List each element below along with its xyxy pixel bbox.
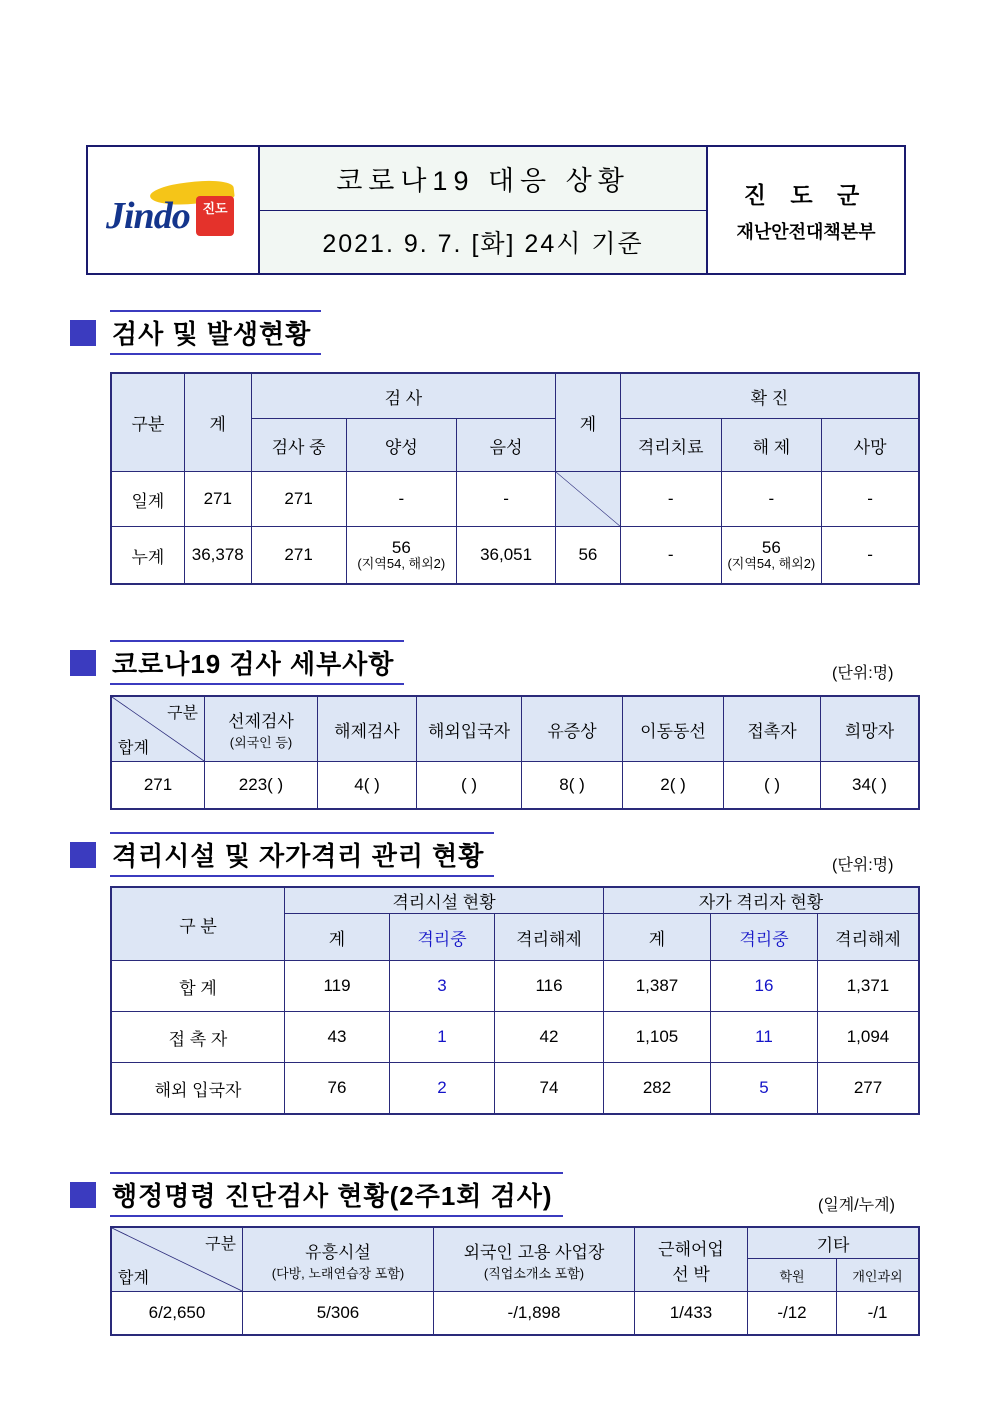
th-entertainment-sub: (다방, 노래연습장 포함) bbox=[271, 1265, 405, 1281]
table-admin-order-tests bbox=[110, 1226, 920, 1336]
td-foreign-workplace: -/1,898 bbox=[434, 1292, 635, 1336]
org-sub: 재난안전대책본부 bbox=[736, 221, 876, 242]
th-etc-group: 기타 bbox=[748, 1227, 920, 1259]
th-overseas-entrant: 해외입국자 bbox=[417, 696, 522, 762]
row-daily-positive: - bbox=[346, 472, 457, 527]
th-confirm-group: 확 진 bbox=[620, 373, 919, 419]
th-preemptive-test bbox=[205, 696, 318, 762]
th-foreign-sub: (직업소개소 포함) bbox=[483, 1265, 585, 1281]
row-total-facility-released: 116 bbox=[495, 961, 604, 1012]
table-row bbox=[111, 1227, 919, 1259]
bullet-square-icon bbox=[70, 1182, 96, 1208]
th-testing: 검사 중 bbox=[251, 419, 346, 472]
td-movement: 2( ) bbox=[623, 762, 724, 810]
row-daily-negative: - bbox=[457, 472, 556, 527]
th-total-2: 계 bbox=[556, 373, 621, 472]
row-daily-total2-diagonal bbox=[556, 472, 621, 527]
row-total-label: 합 계 bbox=[111, 961, 285, 1012]
table-row bbox=[111, 1012, 919, 1063]
th-isolation-care: 격리치료 bbox=[620, 419, 721, 472]
row-overseas-label: 해외 입국자 bbox=[111, 1063, 285, 1115]
th-test-group: 검 사 bbox=[251, 373, 555, 419]
th-facility-active: 격리중 bbox=[390, 914, 495, 961]
th-facility-group: 격리시설 현황 bbox=[285, 887, 604, 914]
th-fishery-vessel bbox=[635, 1227, 748, 1292]
logo-badge-text: 진도 bbox=[202, 201, 228, 216]
th-foreign-main: 외국인 고용 사업장 bbox=[463, 1242, 605, 1262]
table-row bbox=[111, 472, 919, 527]
td-overseas: ( ) bbox=[417, 762, 522, 810]
th-symptomatic: 유증상 bbox=[522, 696, 623, 762]
th-private-tutoring: 개인과외 bbox=[837, 1259, 920, 1292]
row-daily-testing: 271 bbox=[251, 472, 346, 527]
bullet-square-icon bbox=[70, 842, 96, 868]
positive-main: 56 bbox=[391, 537, 411, 557]
row-total-facility-total: 119 bbox=[285, 961, 390, 1012]
logo-wordmark: Jindo bbox=[106, 195, 190, 237]
row-cumulative-total2: 56 bbox=[556, 527, 621, 585]
corner-bottom-label: 합계 bbox=[118, 740, 149, 757]
td-entertainment: 5/306 bbox=[243, 1292, 434, 1336]
row-cumulative-total1: 36,378 bbox=[184, 527, 251, 585]
table-row bbox=[111, 373, 919, 419]
corner-top-label: 구분 bbox=[205, 1236, 236, 1253]
row-contact-facility-total: 43 bbox=[285, 1012, 390, 1063]
row-total-home-total: 1,387 bbox=[604, 961, 711, 1012]
section-heading-1 bbox=[70, 310, 321, 355]
section-2-title: 코로나19 검사 세부사항 bbox=[110, 640, 404, 685]
section-3-title: 격리시설 및 자가격리 관리 현황 bbox=[110, 832, 494, 877]
section-3-unit: (단위:명) bbox=[832, 857, 894, 874]
th-released: 해 제 bbox=[721, 419, 822, 472]
table-row bbox=[111, 527, 919, 585]
row-contact-home-total: 1,105 bbox=[604, 1012, 711, 1063]
row-daily-total1: 271 bbox=[184, 472, 251, 527]
row-daily-label: 일계 bbox=[111, 472, 184, 527]
section-1-title: 검사 및 발생현황 bbox=[110, 310, 321, 355]
th-contact: 접촉자 bbox=[724, 696, 821, 762]
row-overseas-home-released: 277 bbox=[818, 1063, 920, 1115]
bullet-square-icon bbox=[70, 320, 96, 346]
th-entertainment bbox=[243, 1227, 434, 1292]
released-sub: (지역54, 해외2) bbox=[727, 556, 816, 572]
row-cumulative-negative: 36,051 bbox=[457, 527, 556, 585]
th-academy: 학원 bbox=[748, 1259, 837, 1292]
td-private-tutoring: -/1 bbox=[837, 1292, 920, 1336]
td-academy: -/12 bbox=[748, 1292, 837, 1336]
document-date: 2021. 9. 7. [화] 24시 기준 bbox=[322, 229, 644, 258]
th-foreign-workplace bbox=[434, 1227, 635, 1292]
released-main: 56 bbox=[761, 537, 781, 557]
th-death: 사망 bbox=[822, 419, 919, 472]
th-facility-total: 계 bbox=[285, 914, 390, 961]
table-row bbox=[111, 696, 919, 762]
row-overseas-facility-total: 76 bbox=[285, 1063, 390, 1115]
row-contact-home-released: 1,094 bbox=[818, 1012, 920, 1063]
header-center bbox=[260, 147, 708, 273]
th-fishery-main: 근해어업 bbox=[658, 1239, 724, 1259]
th-release-test: 해제검사 bbox=[318, 696, 417, 762]
td-total: 271 bbox=[111, 762, 205, 810]
td-symptomatic: 8( ) bbox=[522, 762, 623, 810]
table-row bbox=[111, 961, 919, 1012]
table-row bbox=[111, 1063, 919, 1115]
row-cumulative-label: 누계 bbox=[111, 527, 184, 585]
table-row bbox=[111, 1292, 919, 1336]
header-org bbox=[708, 147, 904, 273]
row-overseas-facility-released: 74 bbox=[495, 1063, 604, 1115]
positive-sub: (지역54, 해외2) bbox=[357, 556, 446, 572]
table-row bbox=[111, 887, 919, 914]
row-total-home-released: 1,371 bbox=[818, 961, 920, 1012]
td-contact: ( ) bbox=[724, 762, 821, 810]
th-voluntary: 희망자 bbox=[821, 696, 920, 762]
table-row bbox=[111, 762, 919, 810]
th-home-total: 계 bbox=[604, 914, 711, 961]
td-release-test: 4( ) bbox=[318, 762, 417, 810]
th-home-group: 자가 격리자 현황 bbox=[604, 887, 920, 914]
row-contact-home-active: 11 bbox=[711, 1012, 818, 1063]
th-corner-diagonal bbox=[111, 696, 205, 762]
row-cumulative-isolation: - bbox=[620, 527, 721, 585]
th-entertainment-main: 유흥시설 bbox=[305, 1242, 371, 1262]
section-heading-3 bbox=[70, 832, 494, 877]
th-total-1: 계 bbox=[184, 373, 251, 472]
th-gubun: 구분 bbox=[111, 373, 184, 472]
th-corner-diagonal bbox=[111, 1227, 243, 1292]
document-header bbox=[86, 145, 906, 275]
th-home-released: 격리해제 bbox=[818, 914, 920, 961]
row-overseas-facility-active: 2 bbox=[390, 1063, 495, 1115]
section-heading-4 bbox=[70, 1172, 563, 1217]
row-daily-released: - bbox=[721, 472, 822, 527]
row-contact-label: 접 촉 자 bbox=[111, 1012, 285, 1063]
section-4-unit: (일계/누계) bbox=[818, 1197, 895, 1214]
th-facility-released: 격리해제 bbox=[495, 914, 604, 961]
table-test-status bbox=[110, 372, 920, 585]
th-gubun: 구 분 bbox=[111, 887, 285, 961]
th-fishery-sub: 선 박 bbox=[672, 1264, 710, 1284]
row-cumulative-positive bbox=[346, 527, 457, 585]
row-overseas-home-total: 282 bbox=[604, 1063, 711, 1115]
th-preemptive-sub: (외국인 등) bbox=[229, 735, 293, 750]
row-daily-death: - bbox=[822, 472, 919, 527]
table-quarantine-status bbox=[110, 886, 920, 1115]
td-fishery: 1/433 bbox=[635, 1292, 748, 1336]
corner-bottom-label: 합계 bbox=[118, 1270, 149, 1287]
th-home-active: 격리중 bbox=[711, 914, 818, 961]
section-heading-2 bbox=[70, 640, 404, 685]
row-contact-facility-active: 1 bbox=[390, 1012, 495, 1063]
th-negative: 음성 bbox=[457, 419, 556, 472]
bullet-square-icon bbox=[70, 650, 96, 676]
org-name: 진 도 군 bbox=[743, 181, 869, 208]
corner-top-label: 구분 bbox=[167, 705, 198, 722]
td-preemptive: 223( ) bbox=[205, 762, 318, 810]
document-title: 코로나19 대응 상황 bbox=[260, 147, 706, 211]
row-overseas-home-active: 5 bbox=[711, 1063, 818, 1115]
td-voluntary: 34( ) bbox=[821, 762, 920, 810]
table-test-details bbox=[110, 695, 920, 810]
row-daily-isolation: - bbox=[620, 472, 721, 527]
row-cumulative-death: - bbox=[822, 527, 919, 585]
row-cumulative-released bbox=[721, 527, 822, 585]
th-preemptive-main: 선제검사 bbox=[228, 712, 294, 731]
th-positive: 양성 bbox=[346, 419, 457, 472]
th-movement-line: 이동동선 bbox=[623, 696, 724, 762]
row-total-home-active: 16 bbox=[711, 961, 818, 1012]
section-4-title: 행정명령 진단검사 현황(2주1회 검사) bbox=[110, 1172, 563, 1217]
section-2-unit: (단위:명) bbox=[832, 665, 894, 682]
row-total-facility-active: 3 bbox=[390, 961, 495, 1012]
row-cumulative-testing: 271 bbox=[251, 527, 346, 585]
row-contact-facility-released: 42 bbox=[495, 1012, 604, 1063]
jindo-logo bbox=[88, 147, 260, 273]
td-total: 6/2,650 bbox=[111, 1292, 243, 1336]
